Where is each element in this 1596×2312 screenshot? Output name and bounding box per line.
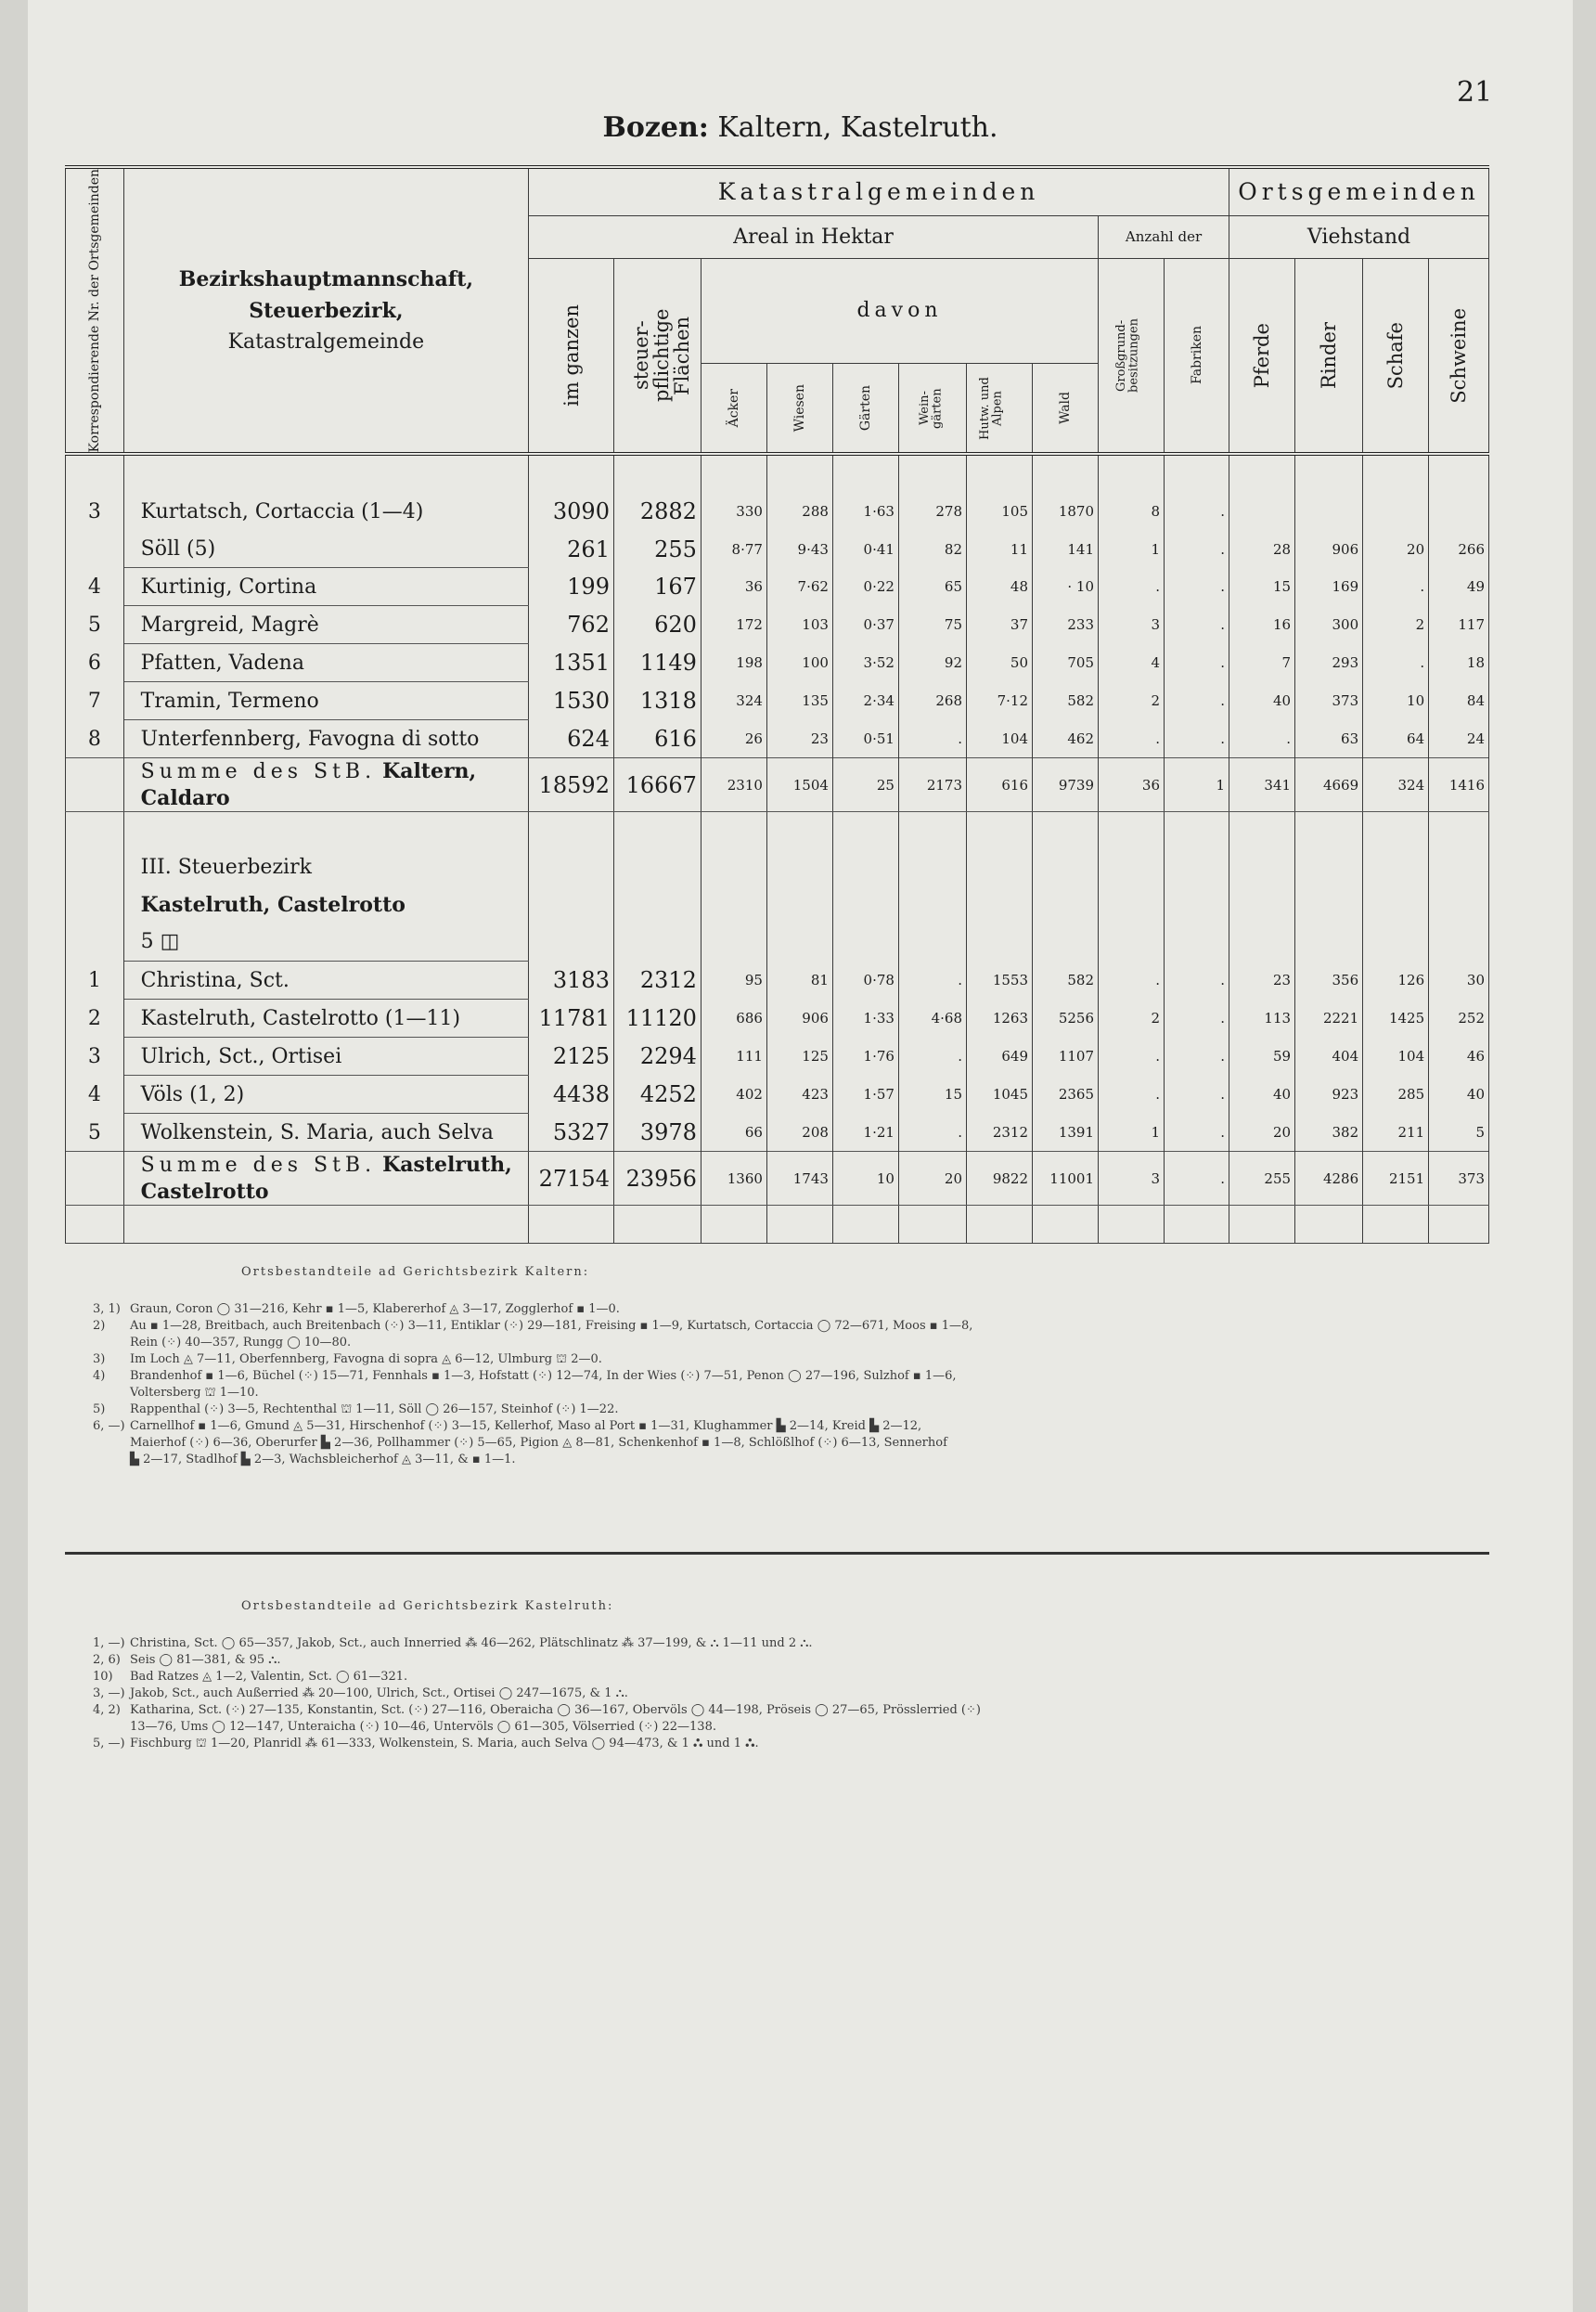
header-ortsgemeinden: Ortsgemeinden xyxy=(1229,167,1489,215)
sum-row-kaltern: Summe des StB. Kaltern, Caldaro 18592 16667 2310 1504 25 2173 616 9739 36 1 341 4669 324 1416 xyxy=(66,758,1489,812)
footnote-line: 4, 2) Katharina, Sct. (⁘) 27—135, Konstantin, Sct. (⁘) 27—116, Oberaicha ◯ 36—167, Obervöls ◯ 44—198, Pröseis ◯ 27—65, Prösslerried (⁘) xyxy=(93,1703,981,1717)
table-row: 2 Kastelruth, Castelrotto (1—11) 11781 11120 686 906 1·33 4·68 1263 5256 2 . 113 2221 1425 252 xyxy=(66,1000,1489,1038)
table-row: 5 Wolkenstein, S. Maria, auch Selva 5327 3978 66 208 1·21 . 2312 1391 1 . 20 382 211 5 xyxy=(66,1114,1489,1152)
header-wald: Wald xyxy=(1033,363,1099,454)
page-title xyxy=(28,111,1573,144)
header-pferde: Pferde xyxy=(1229,258,1295,454)
table-row: 3 Ulrich, Sct., Ortisei 2125 2294 111 125 1·76 . 649 1107 . . 59 404 104 46 xyxy=(66,1038,1489,1076)
footnotes-kastelruth xyxy=(93,1598,1466,1752)
header-anzahl: Anzahl der xyxy=(1099,215,1229,258)
table-row: 1 Christina, Sct. 3183 2312 95 81 0·78 . 1553 582 . . 23 356 126 30 xyxy=(66,962,1489,1000)
table-row: 6 Pfatten, Vadena 1351 1149 198 100 3·52 92 50 705 4 . 7 293 . 18 xyxy=(66,644,1489,682)
footnote-line: 2) Au ▪ 1—28, Breitbach, auch Breitenbach (⁘) 3—11, Entiklar (⁘) 29—181, Freising ▪ 1—9, Kurtatsch, Cortaccia ◯ 72—671, Moos ▪ 1—8, xyxy=(93,1319,973,1333)
footnote-line: 5, —) Fischburg ⛫ 1—20, Planridl ⁂ 61—333, Wolkenstein, S. Maria, auch Selva ◯ 94—473, & 1 ⛬ und 1 ⛬. xyxy=(93,1737,759,1750)
header-viehstand: Viehstand xyxy=(1229,215,1489,258)
header-grossgrund: Großgrund-besitzungen xyxy=(1099,258,1165,454)
table-row: Söll (5) 261 255 8·77 9·43 0·41 82 11 141 1 . 28 906 20 266 xyxy=(66,530,1489,568)
table-row: 4 Kurtinig, Cortina 199 167 36 7·62 0·22 65 48 · 10 . . 15 169 . 49 xyxy=(66,568,1489,606)
table-body xyxy=(66,454,1489,1244)
header-gaerten: Gärten xyxy=(832,363,898,454)
section-heading-kastelruth: III. Steuerbezirk Kastelruth, Castelrotto 5 ◫ xyxy=(66,812,1489,962)
footnotes-kaltern-heading: Ortsbestandteile ad Gerichtsbezirk Kaltern: xyxy=(241,1265,590,1279)
page-number: 21 xyxy=(1457,76,1493,109)
header-korr-nr: Korrespondierende Nr. der Ortsgemeinden xyxy=(66,167,124,454)
header-wiesen: Wiesen xyxy=(766,363,832,454)
footnote-line: 10) Bad Ratzes ◬ 1—2, Valentin, Sct. ◯ 61—321. xyxy=(93,1670,408,1684)
footnote-line: 3, —) Jakob, Sct., auch Außerried ⁂ 20—100, Ulrich, Sct., Ortisei ◯ 247—1675, & 1 ⛬. xyxy=(93,1686,628,1700)
section-divider xyxy=(65,1552,1489,1555)
footnote-line: 1, —) Christina, Sct. ◯ 65—357, Jakob, Sct., auch Innerried ⁂ 46—262, Plätschlinatz ⁂ 37—199, & ⛬ 1—11 und 2 ⛬. xyxy=(93,1636,813,1650)
header-katastralgemeinden: Katastralgemeinden xyxy=(529,167,1229,215)
footnote-line: 2, 6) Seis ◯ 81—381, & 95 ⛬. xyxy=(93,1653,281,1667)
header-aecker: Äcker xyxy=(701,363,766,454)
sum-row-kastelruth: Summe des StB. Kastelruth, Castelrotto 27154 23956 1360 1743 10 20 9822 11001 3 . 255 4286 2151 373 xyxy=(66,1152,1489,1206)
footnotes-kastelruth-heading: Ortsbestandteile ad Gerichtsbezirk Kastelruth: xyxy=(241,1599,614,1613)
page-title-district: Bozen: xyxy=(602,111,709,144)
footnote-line: Voltersberg ⛫ 1—10. xyxy=(130,1386,259,1400)
footnote-line: 5) Rappenthal (⁘) 3—5, Rechtenthal ⛫ 1—11, Söll ◯ 26—157, Steinhof (⁘) 1—22. xyxy=(93,1402,619,1416)
header-weingaerten: Wein-gärten xyxy=(898,363,966,454)
footnote-line: 6, —) Carnellhof ▪ 1—6, Gmund ◬ 5—31, Hirschenhof (⁘) 3—15, Kellerhof, Maso al Port ▪ 1—31, Klughammer ▙ 2—14, Kreid ▙ 2—12, xyxy=(93,1419,922,1433)
footnote-line: 3) Im Loch ◬ 7—11, Oberfennberg, Favogna di sopra ◬ 6—12, Ulmburg ⛫ 2—0. xyxy=(93,1352,602,1366)
table-row: 4 Völs (1, 2) 4438 4252 402 423 1·57 15 1045 2365 . . 40 923 285 40 xyxy=(66,1076,1489,1114)
header-schafe: Schafe xyxy=(1363,258,1429,454)
book-page xyxy=(28,0,1573,2312)
table-header xyxy=(66,167,1489,454)
header-areal: Areal in Hektar xyxy=(529,215,1099,258)
footnote-line: 4) Brandenhof ▪ 1—6, Büchel (⁘) 15—71, Fennhals ▪ 1—3, Hofstatt (⁘) 12—74, In der Wies (⁘) 7—51, Penon ◯ 27—196, Sulzhof ▪ 1—6, xyxy=(93,1369,957,1383)
table-row: 8 Unterfennberg, Favogna di sotto 624 616 26 23 0·51 . 104 462 . . . 63 64 24 xyxy=(66,720,1489,758)
footnote-line: Rein (⁘) 40—357, Rungg ◯ 10—80. xyxy=(130,1336,352,1350)
header-bezirk: Bezirkshauptmannschaft, Steuerbezirk, Katastralgemeinde xyxy=(123,167,528,454)
footnote-line: 3, 1) Graun, Coron ◯ 31—216, Kehr ▪ 1—5, Klabererhof ◬ 3—17, Zogglerhof ▪ 1—0. xyxy=(93,1302,620,1316)
table-row: 3 Kurtatsch, Cortaccia (1—4) 3090 2882 330 288 1·63 278 105 1870 8 . xyxy=(66,493,1489,530)
header-rinder: Rinder xyxy=(1295,258,1363,454)
table-row: 5 Margreid, Magrè 762 620 172 103 0·37 75 37 233 3 . 16 300 2 117 xyxy=(66,606,1489,644)
footnote-line: Maierhof (⁘) 6—36, Oberurfer ▙ 2—36, Pollhammer (⁘) 5—65, Pigion ◬ 8—81, Schenkenhof ▪ 1—8, Schlößlhof (⁘) 6—13, Sennerhof xyxy=(130,1436,947,1450)
footnotes-kaltern xyxy=(93,1264,1466,1468)
table-end-space xyxy=(66,1206,1489,1244)
header-hutweiden: Hutw. und Alpen xyxy=(967,363,1033,454)
header-steuerpflichtige: steuer-pflichtige Flächen xyxy=(613,258,701,454)
header-im-ganzen: im ganzen xyxy=(529,258,614,454)
header-schweine: Schweine xyxy=(1429,258,1489,454)
footnote-line: 13—76, Ums ◯ 12—147, Unteraicha (⁘) 10—46, Untervöls ◯ 61—305, Völserried (⁘) 22—138. xyxy=(130,1720,716,1734)
footnote-line: ▙ 2—17, Stadlhof ▙ 2—3, Wachsbleicherhof ◬ 3—11, & ▪ 1—1. xyxy=(130,1453,516,1466)
table-row: 7 Tramin, Termeno 1530 1318 324 135 2·34 268 7·12 582 2 . 40 373 10 84 xyxy=(66,682,1489,720)
page-title-places: Kaltern, Kastelruth. xyxy=(708,111,998,144)
statistics-table xyxy=(65,165,1489,1244)
header-fabriken: Fabriken xyxy=(1165,258,1229,454)
header-davon: davon xyxy=(701,258,1098,363)
